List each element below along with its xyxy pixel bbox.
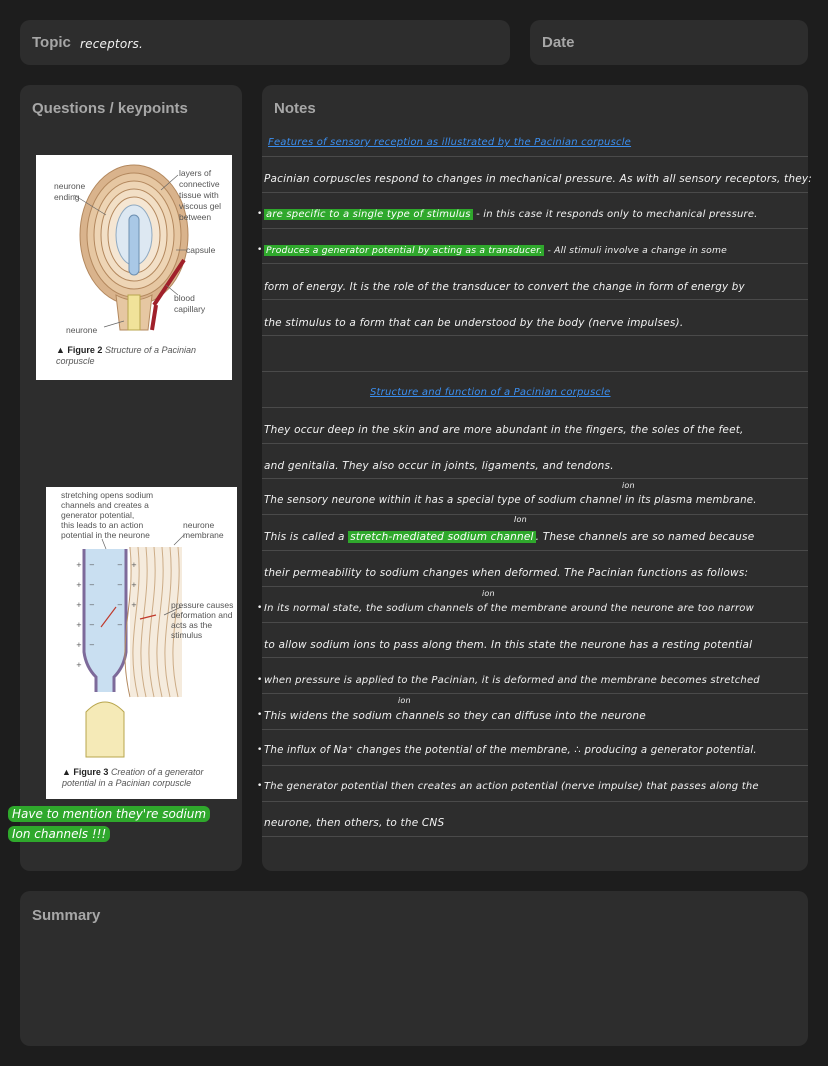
figure-2-caption-text: Structure of a Pacinian corpuscle [56, 345, 196, 366]
notes-text: This widens the sodium channels so they can diffuse into the neurone [264, 710, 646, 722]
notes-panel[interactable] [257, 85, 813, 871]
svg-text:−: − [89, 581, 95, 589]
ruled-line [262, 478, 808, 479]
highlighted-text: Produces a generator potential by acting as a transducer. [266, 245, 543, 256]
notes-text: The generator potential then creates an action potential (nerve impulse) that passes along the [264, 781, 759, 792]
svg-text:−: − [117, 581, 123, 589]
svg-text:−: − [89, 641, 95, 649]
ruled-line [262, 407, 808, 408]
ruled-line [262, 263, 808, 264]
topic-panel[interactable] [20, 20, 510, 65]
figure-2-caption [56, 345, 228, 367]
fig3-label-pressure: pressure causes [171, 600, 234, 610]
bullet-dot: • [257, 245, 263, 255]
notes-bullet-line [257, 675, 760, 686]
notes-line: to allow sodium ions to pass along them. In this state the neurone has a resting potential [264, 639, 753, 651]
notes-bullet-line [257, 245, 727, 256]
fig3-text-2: generator potential, [61, 510, 135, 520]
notes-bullet-line [257, 745, 757, 756]
svg-text:+: + [76, 621, 82, 629]
ruled-line [262, 622, 808, 623]
ruled-line [262, 836, 808, 837]
bullet-dot: • [257, 781, 263, 791]
fig3-label-deformation: deformation and [171, 610, 233, 620]
ruled-line [262, 765, 808, 766]
date-panel[interactable] [530, 20, 808, 65]
notes-bullet-line [257, 781, 759, 792]
date-label: Date [542, 34, 575, 51]
fig2-label-neurone-bottom: neurone [66, 325, 98, 335]
ruled-line [262, 693, 808, 694]
ruled-line [262, 443, 808, 444]
svg-text:+: + [131, 601, 137, 609]
reminder-line-1: Have to mention they're sodium [8, 806, 210, 822]
ruled-line [262, 299, 808, 300]
annotation-ion: Ion [514, 515, 527, 524]
svg-text:+: + [76, 661, 82, 669]
svg-text:+: + [76, 561, 82, 569]
figure-2-number: ▲ Figure 2 [56, 345, 103, 355]
ruled-line [262, 228, 808, 229]
ruled-line [262, 335, 808, 336]
fig3-text-1: channels and creates a [61, 500, 149, 510]
fig2-label-layers: layers of [179, 168, 212, 178]
ruled-line [262, 657, 808, 658]
notes-line: their permeability to sodium changes when deformed. The Pacinian functions as follows: [264, 567, 749, 579]
bullet-dot: • [257, 209, 263, 219]
figure-3-number: ▲ Figure 3 [62, 767, 109, 777]
svg-text:−: − [89, 621, 95, 629]
notes-text: when pressure is applied to the Pacinian, it is deformed and the membrane becomes stretched [264, 675, 760, 686]
annotation-ion: ion [622, 481, 635, 490]
fig2-label-tissue: tissue with [179, 190, 219, 200]
fig3-label-acts: acts as the [171, 620, 213, 630]
fig2-label-gel: viscous gel [179, 201, 222, 211]
fig3-text-4: potential in the neurone [61, 530, 150, 540]
highlighted-text: are specific to a single type of stimulus [266, 209, 471, 220]
notes-line: They occur deep in the skin and are more abundant in the fingers, the soles of the feet, [264, 424, 744, 436]
notes-line [264, 531, 754, 543]
ruled-line [262, 156, 808, 157]
svg-text:+: + [131, 581, 137, 589]
fig2-label-blood: blood [174, 293, 195, 303]
notes-bullet-line [257, 710, 646, 722]
svg-text:+: + [76, 601, 82, 609]
notes-text: This is called a [264, 531, 349, 543]
fig3-text-0: stretching opens sodium [61, 490, 154, 500]
ruled-line [262, 729, 808, 730]
topic-value[interactable]: receptors. [80, 37, 143, 51]
ruled-line [262, 586, 808, 587]
notes-text: . These channels are so named because [535, 531, 755, 543]
bullet-dot: • [257, 603, 263, 613]
handwritten-reminder [8, 805, 244, 845]
fig3-label-stimulus: stimulus [171, 630, 203, 640]
figure-2-pacinian-structure [36, 155, 232, 380]
summary-panel[interactable] [20, 891, 808, 1046]
ruled-line [262, 371, 808, 372]
notes-text: - All stimuli involve a change in some [544, 245, 727, 256]
fig2-label-between: between [179, 212, 212, 222]
notes-line: form of energy. It is the role of the transducer to convert the change in form of energy by [264, 281, 745, 293]
fig3-label-membrane: membrane [183, 530, 224, 540]
svg-text:−: − [89, 601, 95, 609]
bullet-dot: • [257, 675, 263, 685]
questions-panel[interactable] [12, 85, 242, 871]
notes-line: The sensory neurone within it has a special type of sodium channel in its plasma membrane. [264, 495, 757, 506]
notes-label: Notes [274, 100, 316, 117]
reminder-line-2: Ion channels !!! [8, 826, 110, 842]
notes-heading-1: Features of sensory reception as illustrated by the Pacinian corpuscle [268, 137, 632, 148]
ruled-line [262, 801, 808, 802]
notes-line: the stimulus to a form that can be understood by the body (nerve impulses). [264, 317, 684, 329]
bullet-dot: • [257, 710, 263, 720]
figure-3-caption-text: Creation of a generator potential in a Pacinian corpuscle [62, 767, 204, 788]
summary-label: Summary [32, 907, 101, 924]
figure-3-caption [62, 767, 232, 789]
notes-text: In its normal state, the sodium channels of the membrane around the neurone are too narrow [264, 603, 754, 614]
svg-text:+: + [76, 641, 82, 649]
fig3-text-3: this leads to an action [61, 520, 144, 530]
annotation-ion: ion [398, 696, 411, 705]
svg-text:+: + [76, 581, 82, 589]
notes-heading-2: Structure and function of a Pacinian corpuscle [370, 387, 611, 398]
annotation-ion: ion [482, 589, 495, 598]
notes-text: The influx of Na⁺ changes the potential of the membrane, ∴ producing a generator potential. [264, 745, 757, 756]
figure-3-generator-potential [46, 487, 237, 799]
svg-text:+: + [131, 561, 137, 569]
fig3-label-neurone: neurone [183, 520, 215, 530]
fig2-label-neurone: neurone [54, 181, 86, 191]
svg-text:−: − [89, 561, 95, 569]
fig2-label-capillary: capillary [174, 304, 206, 314]
bullet-dot: • [257, 745, 263, 755]
svg-text:−: − [117, 561, 123, 569]
fig2-label-connective: connective [179, 179, 220, 189]
fig2-label-ending: ending [54, 192, 80, 202]
highlighted-text: stretch-mediated sodium channel [350, 531, 534, 543]
ruled-line [262, 192, 808, 193]
fig2-label-capsule: capsule [186, 245, 216, 255]
questions-label: Questions / keypoints [32, 100, 188, 117]
notes-text: - in this case it responds only to mechanical pressure. [472, 209, 758, 220]
notes-line: and genitalia. They also occur in joints, ligaments, and tendons. [264, 460, 614, 472]
svg-text:−: − [117, 621, 123, 629]
notes-bullet-line [257, 603, 754, 614]
notes-line: Pacinian corpuscles respond to changes in mechanical pressure. As with all sensory receptors, they: [264, 173, 813, 185]
notes-line: neurone, then others, to the CNS [264, 817, 445, 829]
topic-label: Topic [32, 34, 71, 51]
ruled-line [262, 514, 808, 515]
notes-bullet-line [257, 209, 758, 220]
svg-text:−: − [117, 601, 123, 609]
ruled-line [262, 550, 808, 551]
